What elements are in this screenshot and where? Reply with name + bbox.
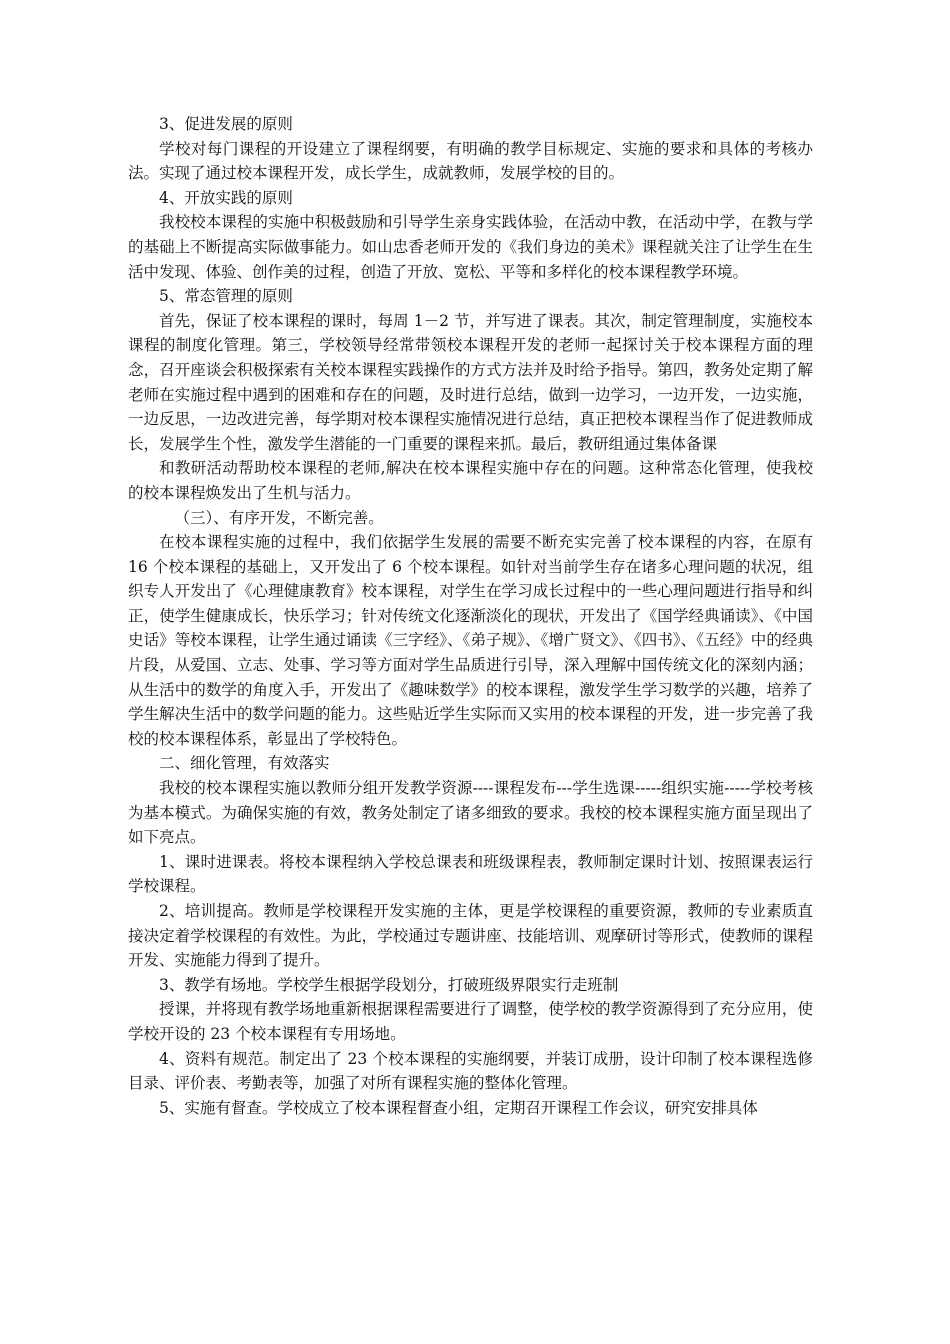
paragraph: 我校校本课程的实施中积极鼓励和引导学生亲身实践体验，在活动中教，在活动中学，在教与学的基础上不断提高实际做事能力。如山忠香老师开发的《我们身边的美术》课程就关注了让学生在生活中发现、体验、创作美的过程，创造了开放、宽松、平等和多样化的校本课程教学环境。 <box>128 213 813 281</box>
section-heading: （三）、有序开发，不断完善。 <box>174 508 384 527</box>
paragraph: 1、课时进课表。将校本课程纳入学校总课表和班级课程表，教师制定课时计划、按照课表运行学校课程。 <box>128 852 813 896</box>
paragraph: 4、资料有规范。制定出了 23 个校本课程的实施纲要，并装订成册，设计印制了校本课程选修目录、评价表、考勤表等，加强了对所有课程实施的整体化管理。 <box>128 1049 813 1093</box>
paragraph: 2、培训提高。教师是学校课程开发实施的主体，更是学校课程的重要资源，教师的专业素质直接决定着学校课程的有效性。为此，学校通过专题讲座、技能培训、观摩研讨等形式，使教师的课程开发、实施能力得到了提升。 <box>128 902 813 970</box>
document-body <box>128 112 813 1120</box>
section-heading: 3、促进发展的原则 <box>159 115 293 133</box>
paragraph: 首先，保证了校本课程的课时，每周 1－2 节，并写进了课表。其次，制定管理制度，实施校本课程的制度化管理。第三，学校领导经常带领校本课程开发的老师一起探讨关于校本课程方面的理念，召开座谈会积极探索有关校本课程实践操作的方式方法并及时给予指导。第四，教务处定期了解老师在实施过程中遇到的困难和存在的问题，及时进行总结，做到一边学习，一边开发，一边实施，一边反思，一边改进完善，每学期对校本课程实施情况进行总结，真正把校本课程当作了促进教师成长，发展学生个性，激发学生潜能的一门重要的课程来抓。最后，教研组通过集体备课 <box>128 311 813 453</box>
paragraph: 我校的校本课程实施以教师分组开发教学资源----课程发布---学生选课-----组织实施-----学校考核为基本模式。为确保实施的有效，教务处制定了诸多细致的要求。我校的校本课程实施方面呈现出了如下亮点。 <box>128 779 813 847</box>
paragraph: 和教研活动帮助校本课程的老师,解决在校本课程实施中存在的问题。这种常态化管理，使我校的校本课程焕发出了生机与活力。 <box>128 459 813 502</box>
section-heading: 二、细化管理，有效落实 <box>159 754 330 773</box>
paragraph: 授课，并将现有教学场地重新根据课程需要进行了调整，使学校的教学资源得到了充分应用，使学校开设的 23 个校本课程有专用场地。 <box>128 1000 813 1043</box>
paragraph: 在校本课程实施的过程中，我们依据学生发展的需要不断充实完善了校本课程的内容，在原有 16 个校本课程的基础上，又开发出了 6 个校本课程。如针对当前学生存在诸多心理问题的状况，组织专人开发出了《心理健康教育》校本课程，对学生在学习成长过程中的一些心理问题进行指导和纠正，使学生健康成长，快乐学习；针对传统文化逐渐淡化的现状，开发出了《国学经典诵读》、《中国史话》等校本课程，让学生通过诵读《三字经》、《弟子规》、《增广贤文》、《四书》、《五经》中的经典片段，从爱国、立志、处事、学习等方面对学生品质进行引导，深入理解中国传统文化的深刻内涵；从生活中的数学的角度入手，开发出了《趣味数学》的校本课程，激发学生学习数学的兴趣，培养了学生解决生活中的数学问题的能力。这些贴近学生实际而又实用的校本课程的开发，进一步完善了我校的校本课程体系，彰显出了学校特色。 <box>128 533 813 748</box>
paragraph: 3、教学有场地。学校学生根据学段划分，打破班级界限实行走班制 <box>159 975 619 994</box>
paragraph: 学校对每门课程的开设建立了课程纲要，有明确的教学目标规定、实施的要求和具体的考核办法。实现了通过校本课程开发，成长学生，成就教师，发展学校的目的。 <box>128 139 813 183</box>
section-heading: 4、开放实践的原则 <box>159 188 293 207</box>
paragraph: 5、实施有督查。学校成立了校本课程督查小组，定期召开课程工作会议，研究安排具体 <box>159 1098 758 1117</box>
section-heading: 5、常态管理的原则 <box>159 287 293 306</box>
